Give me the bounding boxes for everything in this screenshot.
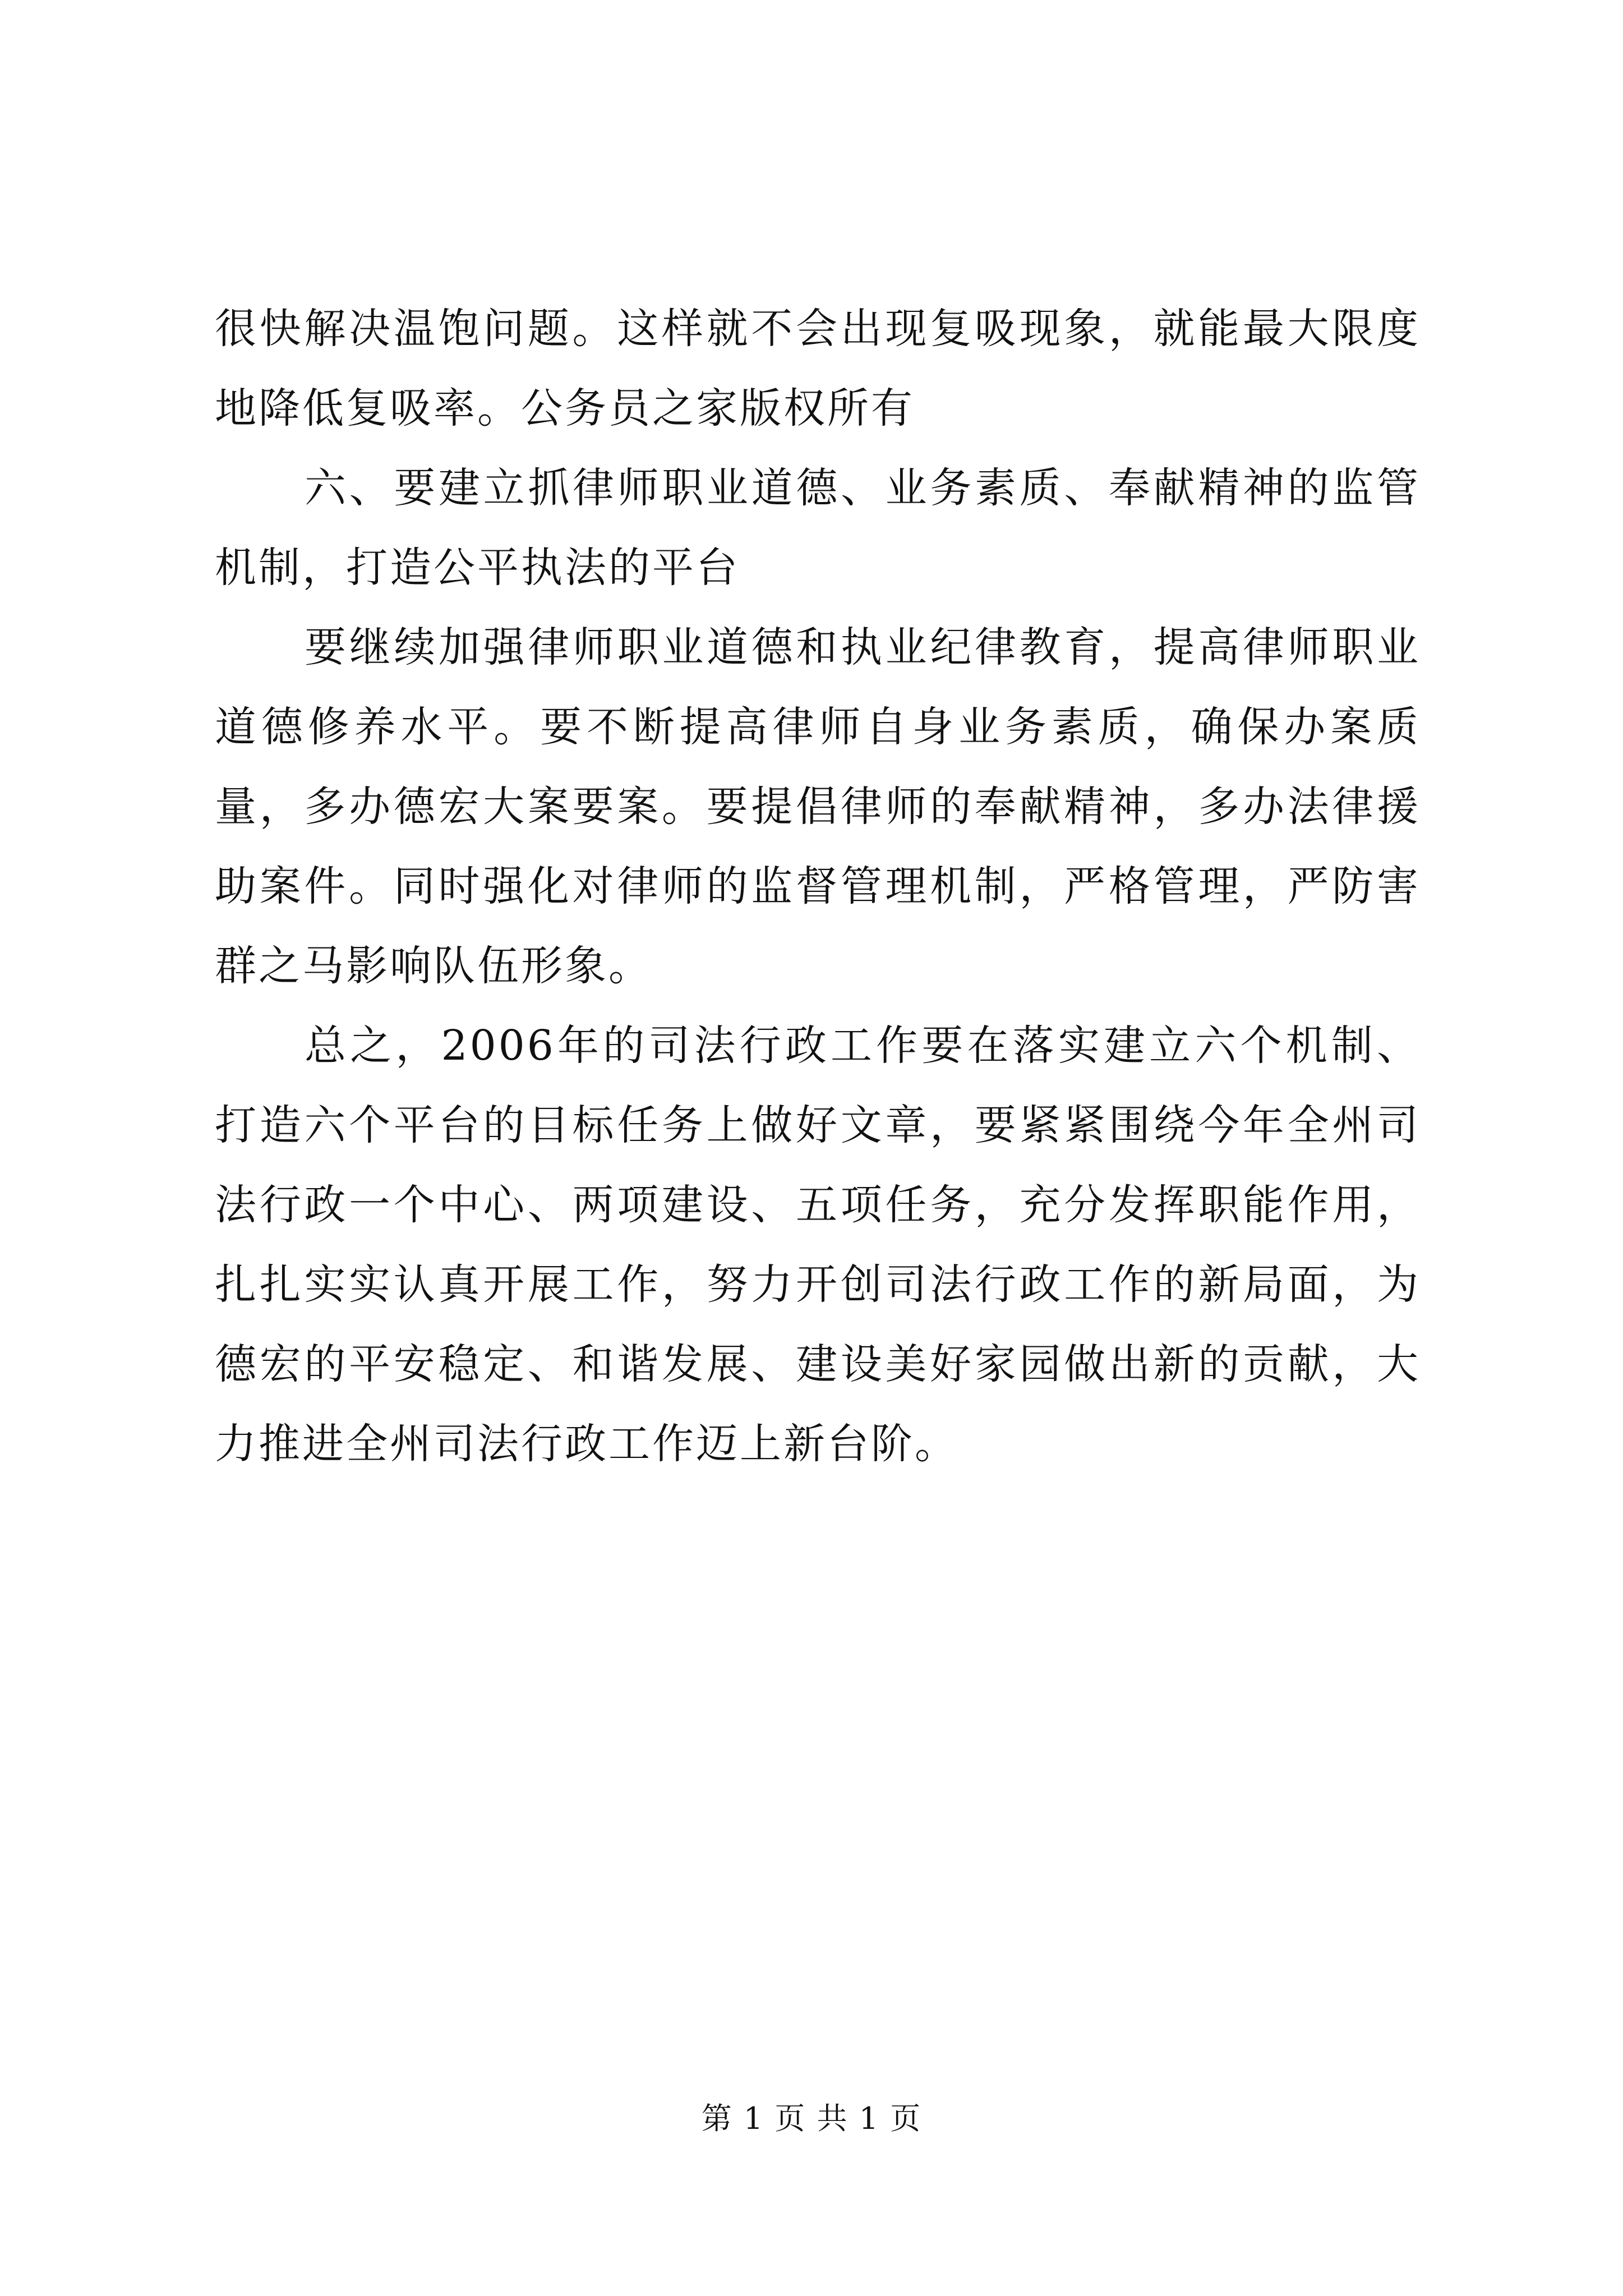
paragraph-lawyer-ethics: 要继续加强律师职业道德和执业纪律教育，提高律师职业道德修养水平。要不断提高律师自身业务素质，确保办案质量，多办德宏大案要案。要提倡律师的奉献精神，多办法律援助案件。同时强化对律师的监督管理机制，严格管理，严防害群之马影响队伍形象。: [215, 623, 1421, 990]
section-heading-six: 六、要建立抓律师职业道德、业务素质、奉献精神的监管机制，打造公平执法的平台: [215, 464, 1421, 592]
paragraph-continuation: 很快解决温饱问题。这样就不会出现复吸现象，就能最大限度地降低复吸率。公务员之家版权所有: [215, 305, 1421, 432]
paragraph-conclusion: 总之，2006年的司法行政工作要在落实建立六个机制、打造六个平台的目标任务上做好文章，要紧紧围绕今年全州司法行政一个中心、两项建设、五项任务，充分发挥职能作用，扎扎实实认真开展工作，努力开创司法行政工作的新局面，为德宏的平安稳定、和谐发展、建设美好家园做出新的贡献，大力推进全州司法行政工作迈上新台阶。: [215, 1022, 1421, 1468]
document-body: [215, 289, 1421, 1484]
page-number-footer: 第 1 页 共 1 页: [701, 2101, 922, 2136]
